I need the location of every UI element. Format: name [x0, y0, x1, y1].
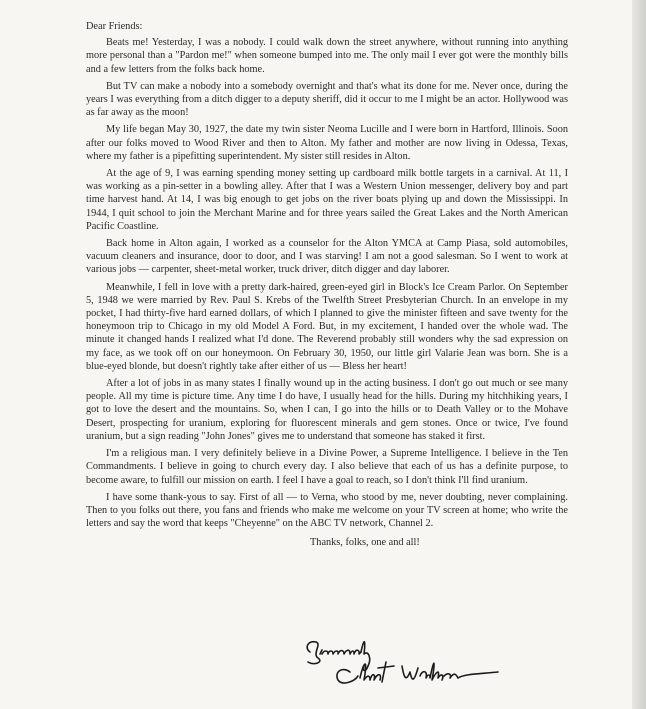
- paragraph-9: I have some thank-yous to say. First of all — to Verna, who stood by me, never doubting, never complaining. Then to you folks out there, you fans and friends who make me welcome on your TV screen at home; who write the letters and say the word that keeps "Cheyenne" on the ABC TV network, Channel 2.: [86, 491, 568, 530]
- paragraph-2: But TV can make a nobody into a somebody overnight and that's what its done for me. Never once, during the years I was everything from a ditch digger to a deputy sheriff, did it occur to me I might be an actor. Hollywood was as far away as the moon!: [86, 80, 568, 119]
- paragraph-8: I'm a religious man. I very definitely believe in a Divine Power, a Supreme Intelligence. I believe in the Ten Commandments. I believe in going to church every day. I also believe that each of us has a definite purpose, to become aware, to fulfill our mission on earth. I feel I have a goal to reach, so I don't think I'll find uranium.: [86, 448, 568, 486]
- paragraph-7: After a lot of jobs in as many states I finally wound up in the acting business. I don't go out much or see many people. All my time is picture time. Any time I do have, I usually head for the hills. During my hitchhiking years, I got to love the desert and the mountains. So, when I can, I go into the hills or to Death Valley or to the Mohave Desert, prospecting for uranium, exploring for fluorescent minerals and gem stones. Once or twice, I've found uranium, but a sign reading "John Jones" gives me to understand that someone has staked it first.: [86, 378, 568, 442]
- salutation: Dear Friends:: [86, 21, 143, 32]
- paragraph-3: My life began May 30, 1927, the date my twin sister Neoma Lucille and I were born in Hartford, Illinois. Soon after our folks moved to Wood River and then to Alton. My father and mother are now living in Odessa, Texas, where my father is a pipefitting superintendent. My sister still resides in Alton.: [86, 124, 568, 162]
- paragraph-6: Meanwhile, I fell in love with a pretty dark-haired, green-eyed girl in Block's Ice Cream Parlor. On September 5, 1948 we were married by Rev. Paul S. Krebs of the Twelfth Street Presbyterian Church. In an envelope in my pocket, I had thirty-five hard earned dollars, of which I planned to give the minister fifteen and save twenty for the honeymoon trip to Chicago in my old Model A Ford. But, in my excitement, I handed over the whole wad. The minute it changed hands I realized what I'd done. The Reverend probably still wonders why the sad expression on my face, as we took off on our honeymoon. On February 30, 1950, our little girl Valarie Jean was born. She is a blue-eyed blonde, but doesn't rightly take after either of us — Bless her heart!: [86, 281, 568, 372]
- paragraph-5: Back home in Alton again, I worked as a counselor for the Alton YMCA at Camp Piasa, sold automobiles, vacuum cleaners and insurance, door to door, and I was starving! I am not a good salesman. So I went to work at various jobs — carpenter, sheet-metal worker, truck driver, ditch digger and day laborer.: [86, 238, 568, 276]
- signature-graphic: [302, 632, 502, 692]
- paragraph-4: At the age of 9, I was earning spending money setting up cardboard milk bottle targets in a carnival. At 11, I was working as a pin-setter in a bowling alley. After that I was a Western Union messenger, delivery boy and part time harvest hand. At 14, I was big enough to get jobs on the river boats plying up and down the Mississippi. In 1944, I quit school to join the Merchant Marine and for three years sailed the Great Lakes and the North American Pacific Coastline.: [86, 168, 568, 232]
- page-edge: [632, 0, 646, 709]
- paragraph-1: Beats me! Yesterday, I was a nobody. I could walk down the street anywhere, without running into anything more personal than a "Pardon me!" when someone bumped into me. The only mail I ever got were the monthly bills and a few letters from the folks back home.: [86, 37, 568, 75]
- closing-line: Thanks, folks, one and all!: [310, 537, 420, 549]
- letter-body: [86, 20, 568, 550]
- signature: [302, 632, 502, 692]
